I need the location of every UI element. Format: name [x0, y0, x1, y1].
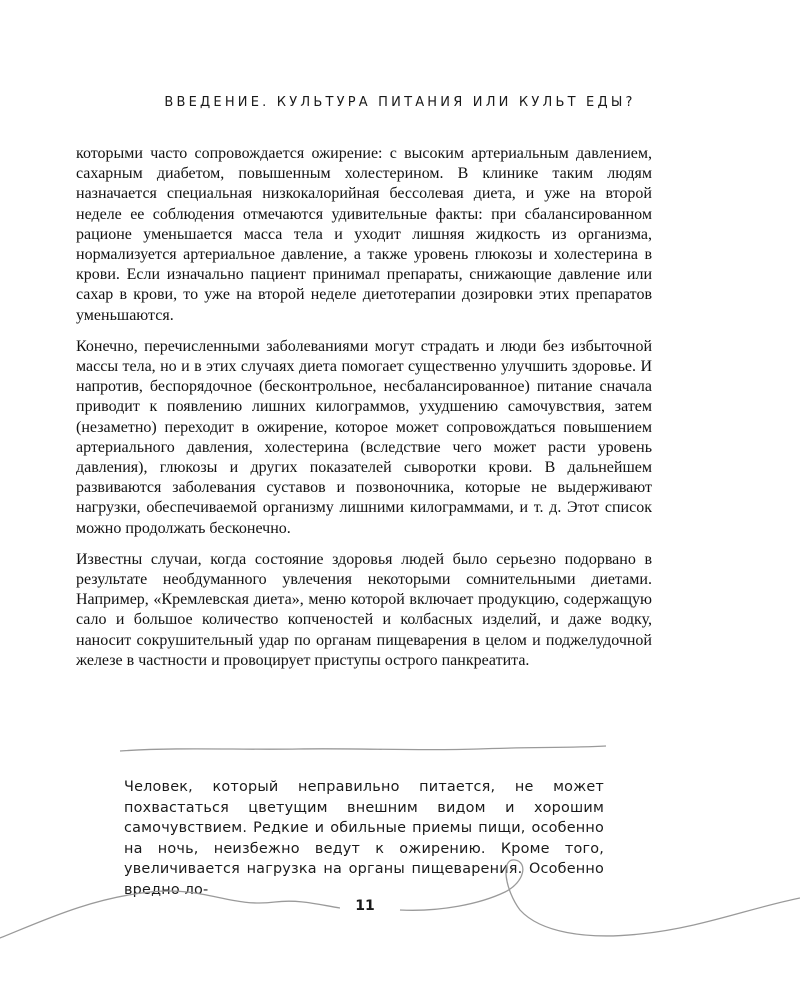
- running-title: ВВЕДЕНИЕ. КУЛЬТУРА ПИТАНИЯ ИЛИ КУЛЬТ ЕДЫ?: [164, 95, 636, 110]
- main-text: [76, 144, 652, 682]
- callout-text: Человек, который неправильно питается, не может похвастаться цветущим внешним видом и хорошим самочувствием. Редкие и обильные приемы пищи, особенно на ночь, неизбежно ведут к ожирению. Кроме того, увеличивается нагрузка на органы пищеварения. Особенно вредно ло-: [124, 779, 604, 898]
- paragraph: которыми часто сопровождается ожирение: с высоким артериальным давлением, сахарным диабетом, повышенным холестерином. В клинике таким людям назначается специальная низкокалорийная бессолевая диета, и уже на второй неделе ее соблюдения отмечаются удивительные факты: при сбалансированном рационе уменьшается масса тела и уходит лишняя жидкость из организма, нормализуется артериальное давление, а также уровень глюкозы и холестерина в крови. Если изначально пациент принимал препараты, снижающие давление или сахар в крови, то уже на второй неделе диетотерапии дозировки этих препаратов уменьшаются.: [76, 145, 652, 324]
- wavy-divider: [118, 738, 608, 758]
- paragraph: Известны случаи, когда состояние здоровья людей было серьезно подорвано в результате необдуманного увлечения некоторыми сомнительными диетами. Например, «Кремлевская диета», меню которой включает продукцию, содержащую сало и большое количество копченостей и колбасных изделий, и даже водку, наносит сокрушительный удар по органам пищеварения в целом и поджелудочной железе в частности и провоцирует приступы острого панкреатита.: [76, 550, 652, 669]
- decorative-swash: [0, 850, 800, 960]
- paragraph: Конечно, перечисленными заболеваниями могут страдать и люди без избыточной массы тела, но и в этих случаях диета помогает существенно улучшить здоровье. И напротив, беспорядочное (бесконтрольное, несбалансированное) питание сначала приводит к появлению лишних килограммов, ухудшению самочувствия, затем (незаметно) переходит в ожирение, которое может сопровождаться повышением артериального давления, холестерина (вследствие чего может расти уровень давления), глюкозы и других показателей сыворотки крови. В дальнейшем развиваются заболевания суставов и позвоночника, которые не выдерживают нагрузки, обеспечиваемой организму лишними килограммами, и т. д. Этот список можно продолжать бесконечно.: [76, 337, 652, 537]
- page-number: 11: [340, 898, 390, 914]
